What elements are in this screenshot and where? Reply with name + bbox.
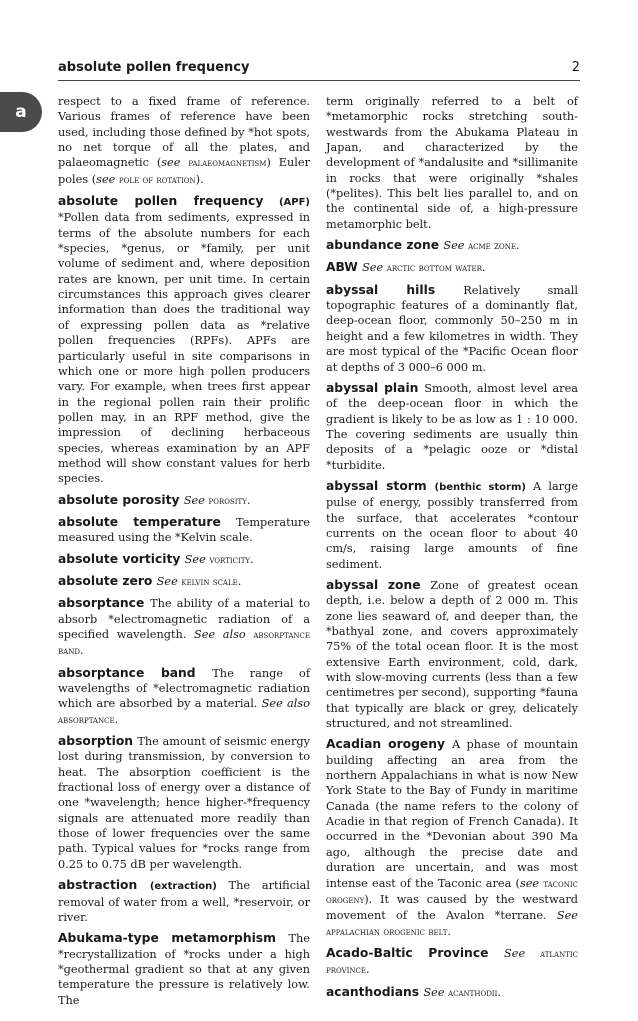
cross-ref-cue: See bbox=[156, 574, 182, 588]
cross-ref-cue: See also bbox=[261, 697, 310, 711]
dictionary-entry bbox=[58, 94, 310, 188]
headword: abyssal zone bbox=[326, 577, 431, 592]
definition-text: . bbox=[250, 552, 254, 566]
dictionary-entry bbox=[326, 737, 578, 939]
cross-ref-cue: See bbox=[504, 946, 541, 960]
definition-text: . bbox=[447, 924, 451, 938]
cross-ref-cue: see bbox=[519, 876, 544, 890]
dictionary-entry bbox=[58, 596, 310, 659]
definition-text: ). It was caused by the westward movement of the Avalon *terrane. bbox=[326, 892, 578, 923]
cross-ref-target: vorticity bbox=[209, 553, 251, 566]
dictionary-entry bbox=[58, 931, 310, 1008]
headword: abstraction bbox=[58, 878, 150, 893]
dictionary-entry bbox=[326, 479, 578, 572]
definition-text: *Pollen data from sediments, expressed in terms of the absolute numbers for each *species, *genus, or *family, per unit volume of sediment and, where deposition rates are known, per unit time. In certain circumstances this approach gives clearer information than does the traditional way of expressing pollen data as *relative pollen frequencies (RPFs). APFs are particularly useful in site comparisons in which one or more high pollen producers vary. For example, when trees first appear in the regional pollen rain their prolific pollen may, in an RPF method, give the impression of declining herbaceous species, whereas examination by an APF method will show constant values for herb species. bbox=[58, 211, 310, 486]
definition-text: . bbox=[497, 985, 501, 999]
right-column bbox=[326, 94, 578, 1007]
dictionary-entry bbox=[326, 260, 578, 276]
cross-ref-target: porosity bbox=[208, 494, 247, 507]
dictionary-entry bbox=[326, 94, 578, 232]
cross-ref-target: atlantic province bbox=[326, 947, 578, 977]
definition-text: . bbox=[79, 644, 84, 658]
definition-text: ). bbox=[195, 172, 204, 186]
definition-text: The ability of a material to absorb *electromagnetic radiation of a specified wavelength. bbox=[58, 597, 310, 641]
headword: abyssal hills bbox=[326, 282, 464, 297]
headword-abbreviation: (APF) bbox=[263, 197, 310, 209]
definition-text: The artificial removal of water from a well, *reservoir, or river. bbox=[58, 879, 311, 924]
headword: acanthodians bbox=[326, 984, 424, 999]
definition-text: The range of wavelengths of *electromagnetic radiation which are absorbed by a material. bbox=[58, 666, 310, 711]
left-column bbox=[58, 94, 310, 1014]
definition-text: . bbox=[515, 239, 520, 253]
dictionary-entry bbox=[58, 878, 310, 925]
dictionary-entry bbox=[326, 238, 578, 254]
dictionary-entry bbox=[326, 381, 578, 473]
definition-text: . bbox=[114, 712, 119, 726]
headword: ABW bbox=[326, 260, 363, 275]
definition-text: A phase of mountain building affecting an area from the northern Appalachians in what is now New York State to the Bay of Fundy in maritime Canada (the name refers to the colony of Acadie in that region of French Canada). It occurred in the *Devonian about 390 Ma ago, although the precise date and duration are uncertain, and was most intense east of the Taconic area ( bbox=[326, 738, 578, 890]
definition-text: The *recrystallization of *rocks under a high *geothermal gradient so that at any given temperature the pressure is relatively low. The bbox=[58, 932, 310, 1007]
headword: absolute vorticity bbox=[58, 551, 185, 566]
headword: absolute temperature bbox=[58, 514, 236, 529]
definition-text: . bbox=[366, 963, 370, 977]
dictionary-entry bbox=[58, 194, 310, 487]
headword: absolute porosity bbox=[58, 492, 184, 507]
headword-abbreviation: (benthic storm) bbox=[434, 481, 534, 493]
section-letter-tab: a bbox=[0, 92, 42, 132]
headword: absolute pollen frequency bbox=[58, 194, 264, 209]
definition-text: Smooth, almost level area of the deep-ocean floor in which the gradient is likely to be as low as 1 : 10 000. The covering sediments are usually thin deposits of a *pelagic ooze or *distal *turbidite. bbox=[326, 381, 578, 472]
definition-text: Temperature measured using the *Kelvin scale. bbox=[58, 515, 310, 545]
headword: Acado-Baltic Province bbox=[326, 945, 505, 960]
cross-ref-target: appalachian orogenic belt bbox=[326, 925, 448, 938]
cross-ref-target: palaeomagnetism bbox=[188, 157, 267, 170]
page-number: 2 bbox=[571, 60, 580, 75]
dictionary-entry bbox=[58, 515, 310, 546]
cross-ref-target: taconic orogeny bbox=[326, 877, 578, 906]
headword: absorptance band bbox=[58, 665, 213, 680]
cross-ref-cue: See bbox=[183, 493, 209, 507]
cross-ref-cue: See bbox=[423, 985, 449, 999]
definition-text: The amount of seismic energy lost during transmission, by conversion to heat. The absorption coefficient is the fractional loss of energy over a distance of one *wavelength; hence higher-*frequency signals are attenuated more readily than those of lower frequencies over the same path. Typical values for *rocks range from 0.25 to 0.75 dB per wavelength. bbox=[58, 735, 311, 871]
headword-abbreviation: (extraction) bbox=[149, 881, 229, 893]
definition-text: . bbox=[246, 493, 251, 507]
headword: abyssal plain bbox=[326, 380, 425, 395]
dictionary-entry bbox=[58, 552, 310, 568]
definition-text: ) Euler poles ( bbox=[58, 156, 310, 186]
cross-ref-target: arctic bottom water bbox=[386, 262, 482, 275]
cross-ref-target: absorptance bbox=[58, 713, 115, 726]
cross-ref-target: acanthodii bbox=[448, 986, 498, 999]
dictionary-entry bbox=[326, 946, 578, 979]
cross-ref-target: pole of rotation bbox=[118, 173, 196, 186]
definition-text: . bbox=[481, 261, 486, 275]
headword: absorptance bbox=[58, 596, 151, 611]
dictionary-entry bbox=[326, 283, 578, 375]
cross-ref-cue: See also bbox=[194, 628, 254, 641]
cross-ref-cue: see bbox=[161, 156, 189, 170]
definition-text: respect to a fixed frame of reference. Various frames of reference have been used, including those defined by *hot spots, no net torque of all the plates, and palaeomagnetic ( bbox=[58, 95, 310, 170]
cross-ref-cue: see bbox=[96, 172, 119, 186]
cross-ref-target: absorptance band bbox=[58, 629, 310, 658]
cross-ref-cue: See bbox=[556, 909, 578, 923]
definition-text: A large pulse of energy, possibly transferred from the surface, that accelerates *contour currents on the ocean floor to about 40 cm/s, raising large amounts of fine sediment. bbox=[326, 479, 578, 571]
dictionary-entry bbox=[58, 734, 310, 872]
running-head-title: absolute pollen frequency bbox=[58, 60, 250, 75]
cross-ref-cue: See bbox=[443, 239, 469, 253]
dictionary-entry bbox=[326, 578, 578, 731]
cross-ref-target: kelvin scale bbox=[181, 575, 238, 588]
definition-text: Relatively small topographic features of a dominantly flat, deep-ocean floor, commonly 50–250 m in height and a few kilometres in width. They are most typical of the *Pacific Ocean floor at depths of 3 000–6 000 m. bbox=[326, 283, 578, 374]
dictionary-entry bbox=[326, 985, 578, 1001]
headword: abundance zone bbox=[326, 238, 444, 253]
headword: abyssal storm bbox=[326, 478, 435, 493]
cross-ref-target: acme zone bbox=[468, 240, 516, 253]
definition-text: . bbox=[237, 574, 242, 588]
running-header bbox=[58, 58, 580, 81]
headword: Acadian orogeny bbox=[326, 737, 453, 752]
cross-ref-cue: See bbox=[362, 261, 387, 275]
dictionary-entry bbox=[58, 666, 310, 728]
definition-text: Zone of greatest ocean depth, i.e. below a depth of 2 000 m. This zone lies seaward of, and deeper than, the *bathyal zone, and covers approximately 75% of the total ocean floor. It is the most extensive Earth environment, cold, dark, with slow-moving currents (less than a few centimetres per second), supporting *fauna that typically are black or grey, delicately structured, and not streamlined. bbox=[326, 578, 579, 731]
headword: absolute zero bbox=[58, 573, 157, 588]
dictionary-entry bbox=[58, 493, 310, 509]
headword: Abukama-type metamorphism bbox=[58, 931, 289, 946]
headword: absorption bbox=[58, 734, 138, 749]
dictionary-entry bbox=[58, 574, 310, 590]
definition-text: term originally referred to a belt of *metamorphic rocks stretching south-westwards from the Abukama Plateau in Japan, and characterized by the development of *andalusite and *sillimanite in rocks that were originally *shales (*pelites). This belt lies parallel to, and on the continental side of, a high-pressure metamorphic belt. bbox=[326, 95, 578, 231]
cross-ref-cue: See bbox=[184, 552, 210, 566]
